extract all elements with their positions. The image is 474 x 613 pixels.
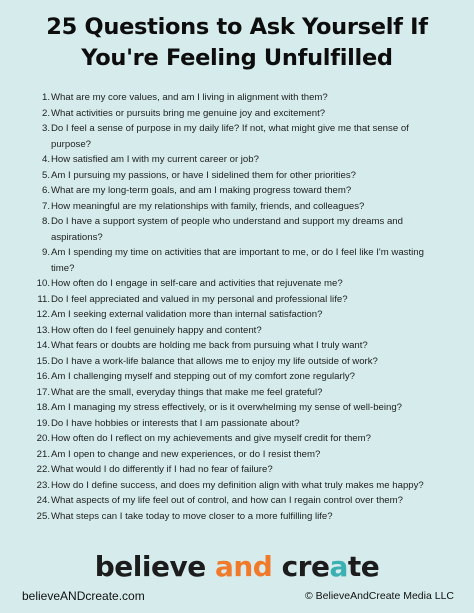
question-number: 8. xyxy=(41,216,50,227)
question-number: 1. xyxy=(41,92,50,103)
question-text: What steps can I take today to move closer to a more fulfilling life? xyxy=(51,510,333,522)
question-text: Do I feel a sense of purpose in my daily life? If not, what might give me that sense of purpose? xyxy=(51,123,409,150)
question-item xyxy=(0,276,474,292)
question-item xyxy=(0,447,474,463)
question-text: Am I open to change and new experiences, or do I resist them? xyxy=(51,448,321,460)
question-text: What fears or doubts are holding me back from pursuing what I truly want? xyxy=(51,340,368,351)
question-number: 4. xyxy=(41,154,50,165)
question-item xyxy=(0,90,474,106)
question-number: 18. xyxy=(36,402,50,413)
question-text: How often do I feel genuinely happy and content? xyxy=(51,324,262,336)
question-number: 10. xyxy=(36,278,50,289)
question-item xyxy=(0,462,474,478)
question-text: What are my long-term goals, and am I making progress toward them? xyxy=(51,185,352,196)
question-item xyxy=(0,168,474,184)
question-number: 16. xyxy=(36,371,50,382)
question-text: How often do I reflect on my achievements and give myself credit for them? xyxy=(51,433,371,444)
question-item xyxy=(0,431,474,447)
question-item xyxy=(0,493,474,509)
question-list xyxy=(0,90,474,524)
copyright-text: © BelieveAndCreate Media LLC xyxy=(305,590,454,602)
question-text: Do I have a support system of people who understand and support my dreams and aspirations? xyxy=(51,216,403,243)
question-number: 14. xyxy=(36,340,50,351)
question-item xyxy=(0,338,474,354)
question-text: Do I feel appreciated and valued in my personal and professional life? xyxy=(51,293,348,305)
question-text: What activities or pursuits bring me genuine joy and excitement? xyxy=(51,107,326,119)
question-item xyxy=(0,354,474,370)
question-number: 12. xyxy=(36,309,50,320)
question-number: 13. xyxy=(36,324,50,336)
question-text: Am I spending my time on activities that are important to me, or do I feel like I'm wasting time? xyxy=(51,247,424,274)
question-text: Am I pursuing my passions, or have I sidelined them for other priorities? xyxy=(51,169,357,181)
question-text: Do I have hobbies or interests that I am passionate about? xyxy=(51,417,300,429)
question-item xyxy=(0,292,474,308)
question-number: 20. xyxy=(36,433,50,444)
question-item xyxy=(0,199,474,215)
question-number: 25. xyxy=(36,510,50,522)
question-item xyxy=(0,183,474,199)
question-number: 5. xyxy=(41,169,50,181)
question-item xyxy=(0,369,474,385)
question-item xyxy=(0,245,474,276)
website-link[interactable]: believeANDcreate.com xyxy=(22,589,145,603)
question-text: Am I managing my stress effectively, or is it overwhelming my sense of well-being? xyxy=(51,402,403,413)
question-text: What are the small, everyday things that make me feel grateful? xyxy=(51,386,323,398)
question-text: What aspects of my life feel out of control, and how can I regain control over them? xyxy=(51,495,403,506)
question-number: 3. xyxy=(41,123,50,134)
footer xyxy=(0,589,474,605)
question-item xyxy=(0,400,474,416)
question-item xyxy=(0,214,474,245)
question-number: 9. xyxy=(41,247,50,258)
question-number: 24. xyxy=(36,495,50,506)
question-number: 6. xyxy=(41,185,50,196)
question-text: Am I challenging myself and stepping out of my comfort zone regularly? xyxy=(51,371,355,382)
question-item xyxy=(0,307,474,323)
question-number: 21. xyxy=(36,448,50,460)
question-text: How meaningful are my relationships with family, friends, and colleagues? xyxy=(51,200,365,212)
question-item xyxy=(0,478,474,494)
title-line-2: You're Feeling Unfulfilled xyxy=(81,45,393,71)
question-number: 11. xyxy=(37,293,50,305)
question-item xyxy=(0,416,474,432)
question-text: What would I do differently if I had no fear of failure? xyxy=(51,464,273,475)
question-number: 17. xyxy=(36,386,50,398)
title-line-1: 25 Questions to Ask Yourself If xyxy=(46,14,428,40)
question-item xyxy=(0,152,474,168)
question-text: What are my core values, and am I living in alignment with them? xyxy=(51,92,328,103)
brand-logo: believe and create xyxy=(94,550,380,583)
question-number: 19. xyxy=(36,417,50,429)
question-number: 23. xyxy=(36,479,50,491)
question-number: 15. xyxy=(36,355,50,367)
question-text: Am I seeking external validation more than internal satisfaction? xyxy=(51,309,323,320)
question-text: How satisfied am I with my current career or job? xyxy=(51,154,259,165)
question-text: How often do I engage in self-care and activities that rejuvenate me? xyxy=(51,278,343,289)
question-item xyxy=(0,106,474,122)
page-title xyxy=(0,0,474,74)
question-item xyxy=(0,323,474,339)
question-number: 22. xyxy=(36,464,50,475)
question-number: 2. xyxy=(41,107,50,119)
question-number: 7. xyxy=(41,200,50,212)
question-item xyxy=(0,385,474,401)
question-text: Do I have a work-life balance that allows me to enjoy my life outside of work? xyxy=(51,355,378,367)
question-item xyxy=(0,509,474,525)
question-text: How do I define success, and does my definition align with what truly makes me happy? xyxy=(51,479,424,491)
question-item xyxy=(0,121,474,152)
